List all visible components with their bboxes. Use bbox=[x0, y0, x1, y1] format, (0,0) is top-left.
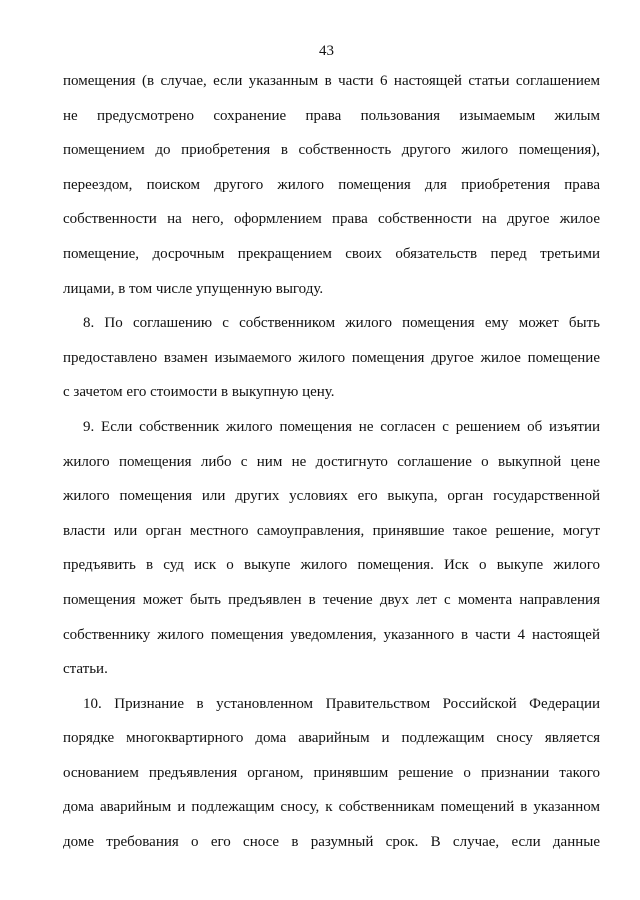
paragraph-item-10 bbox=[63, 687, 600, 860]
text-line: помещения может быть предъявлен в течение двух лет с момента направления bbox=[63, 591, 600, 608]
text-line: предъявить в суд иск о выкупе жилого помещения. Иск о выкупе жилого bbox=[63, 557, 600, 574]
document-body bbox=[63, 64, 600, 860]
text-line: помещения (в случае, если указанным в части 6 настоящей статьи соглашением bbox=[63, 73, 600, 89]
paragraph-item-9 bbox=[63, 410, 600, 687]
text-line: помещение, досрочным прекращением своих обязательств перед третьими bbox=[63, 245, 600, 262]
text-line: помещением до приобретения в собственность другого жилого помещения), bbox=[63, 142, 600, 159]
text-line: 8. По соглашению с собственником жилого помещения ему может быть bbox=[83, 315, 600, 332]
text-line: собственности на него, оформлением права собственности на другое жилое bbox=[63, 211, 600, 228]
text-line: предоставлено взамен изымаемого жилого помещения другое жилое помещение bbox=[63, 349, 600, 366]
paragraph-item-8 bbox=[63, 306, 600, 410]
text-line: дома аварийным и подлежащим сносу, к собственникам помещений в указанном bbox=[63, 799, 600, 816]
text-line: жилого помещения или других условиях его выкупа, орган государственной bbox=[63, 488, 600, 505]
text-line: 10. Признание в установленном Правительством Российской Федерации bbox=[83, 695, 600, 712]
text-line: не предусмотрено сохранение права пользования изымаемым жилым bbox=[63, 107, 600, 124]
text-line: собственнику жилого помещения уведомления, указанного в части 4 настоящей bbox=[63, 626, 600, 643]
text-line: с зачетом его стоимости в выкупную цену. bbox=[63, 384, 335, 401]
text-line: статьи. bbox=[63, 661, 108, 678]
text-line: основанием предъявления органом, принявшим решение о признании такого bbox=[63, 764, 600, 781]
text-line: порядке многоквартирного дома аварийным и подлежащим сносу является bbox=[63, 730, 600, 747]
text-line: власти или орган местного самоуправления, принявшие такое решение, могут bbox=[63, 522, 600, 539]
text-line: доме требования о его сносе в разумный срок. В случае, если данные bbox=[63, 834, 600, 851]
text-line: 9. Если собственник жилого помещения не согласен с решением об изъятии bbox=[83, 418, 600, 435]
text-line: лицами, в том числе упущенную выгоду. bbox=[63, 280, 324, 297]
text-line: переездом, поиском другого жилого помещения для приобретения права bbox=[63, 176, 600, 193]
paragraph-continuation bbox=[63, 64, 600, 306]
page-number: 43 bbox=[319, 43, 334, 59]
text-line: жилого помещения либо с ним не достигнуто соглашение о выкупной цене bbox=[63, 453, 600, 470]
